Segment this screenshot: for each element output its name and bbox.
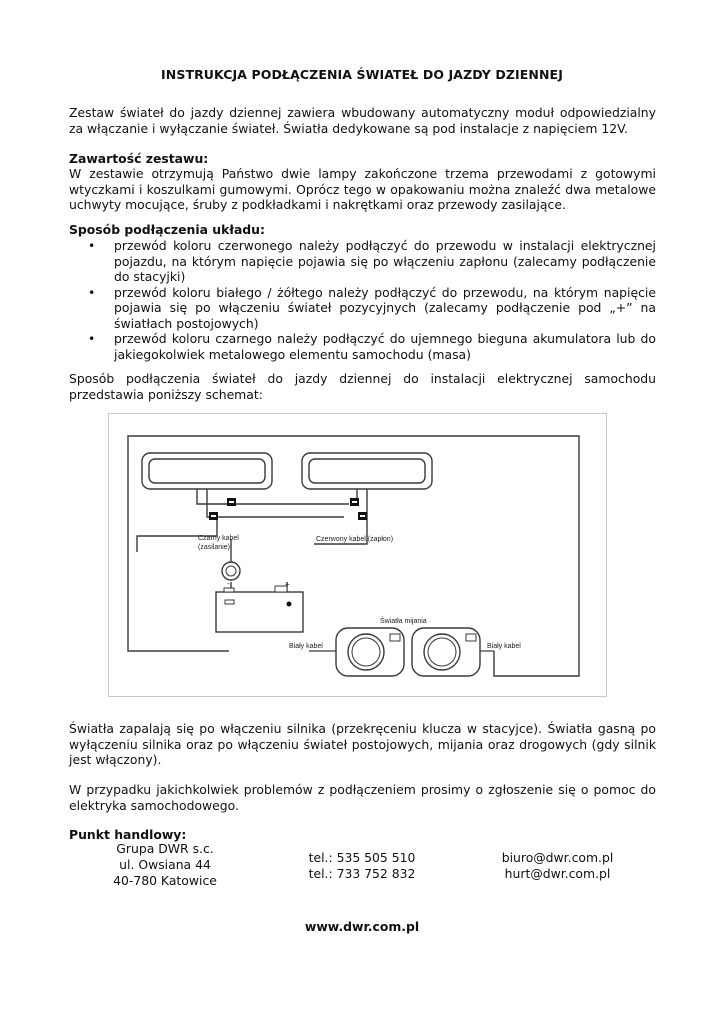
company-name: Grupa DWR s.c. — [116, 841, 214, 856]
method-heading: Sposób podłączenia układu: — [69, 222, 265, 237]
low-beam-label: Światła mijania — [380, 618, 427, 625]
left-drl-lamp-inner — [149, 459, 265, 483]
phone-block — [287, 850, 437, 882]
method-list — [69, 238, 656, 362]
list-item-text: przewód koloru czarnego należy podłączyć do ujemnego bieguna akumulatora lub do jakiegokolwiek metalowego elementu samochodu (masa) — [114, 331, 656, 362]
right-drl-lamp-inner — [309, 459, 425, 483]
city-address: 40-780 Katowice — [113, 873, 217, 888]
contents-paragraph: W zestawie otrzymują Państwo dwie lampy zakończone trzema przewodami z gotowymi wtyczkami i koszulkami gumowymi. Oprócz tego w opakowaniu można znaleźć dwa metalowe uchwyty mocujące, śruby z podkładkami i nakrętkami oraz przewody zasilające. — [69, 166, 656, 212]
website-link[interactable]: www.dwr.com.pl — [304, 919, 420, 934]
black-cable-label: Czarny kabel — [198, 535, 239, 542]
list-item — [69, 238, 656, 285]
phone-number[interactable]: tel.: 535 505 510 — [308, 850, 416, 865]
bullet-icon: • — [88, 331, 96, 346]
left-loop-wire — [128, 552, 229, 651]
red-cable-label: Czerwony kabel (zapłon) — [316, 536, 394, 543]
contents-heading: Zawartość zestawu: — [69, 151, 209, 166]
intro-paragraph: Zestaw świateł do jazdy dziennej zawiera wbudowany automatyczny moduł odpowiedzialny za włączanie i wyłączanie świateł. Światła dedykowane są pod instalacje z napięciem 12V. — [69, 105, 656, 136]
white-cable-label-right: Biały kabel — [487, 643, 521, 650]
address-block — [90, 841, 240, 889]
battery-minus-label: - — [227, 579, 230, 588]
phone-number[interactable]: tel.: 733 752 832 — [308, 866, 416, 881]
email-block — [480, 850, 635, 882]
black-cable-label: (zasilanie) — [198, 544, 230, 551]
bullet-icon: • — [88, 284, 96, 300]
wiring-diagram — [108, 413, 607, 697]
schema-intro-paragraph: Sposób podłączenia świateł do jazdy dziennej do instalacji elektrycznej samochodu przedstawia poniższy schemat: — [69, 371, 656, 402]
email-link[interactable]: biuro@dwr.com.pl — [501, 850, 614, 865]
list-item — [69, 285, 656, 332]
list-item — [69, 331, 656, 362]
bullet-icon: • — [88, 238, 96, 253]
street-address: ul. Owsiana 44 — [119, 857, 211, 872]
list-item-text: przewód koloru czerwonego należy podłączyć do przewodu w instalacji elektrycznej pojazdu, na którym napięcie pojawia się po włączeniu zapłonu (zalecamy podłączenie do stacyjki) — [114, 238, 656, 284]
list-item-text: przewód koloru białego / żółtego należy podłączyć do przewodu, na którym napięcie pojawia się po włączeniu świateł pozycyjnych (zalecamy podłączenie pod „+” na światłach postojowych) — [114, 284, 656, 331]
white-cable-label-left: Biały kabel — [289, 643, 323, 650]
operation-paragraph: Światła zapalają się po włączeniu silnika (przekręceniu klucza w stacyjce). Światła gasną po wyłączeniu silnika oraz po włączeniu świateł postojowych, mijania oraz drogowych (gdy silnik jest włączony). — [69, 721, 656, 767]
point-heading: Punkt handlowy: — [69, 827, 187, 842]
page-title: INSTRUKCJA PODŁĄCZENIA ŚWIATEŁ DO JAZDY DZIENNEJ — [161, 67, 563, 82]
fuse-icon — [222, 562, 240, 580]
battery-icon — [216, 586, 303, 632]
problems-paragraph: W przypadku jakichkolwiek problemów z podłączeniem prosimy o zgłoszenie się o pomoc do elektryka samochodowego. — [69, 782, 656, 813]
email-link[interactable]: hurt@dwr.com.pl — [504, 866, 611, 881]
battery-plus-label: + — [285, 580, 290, 589]
